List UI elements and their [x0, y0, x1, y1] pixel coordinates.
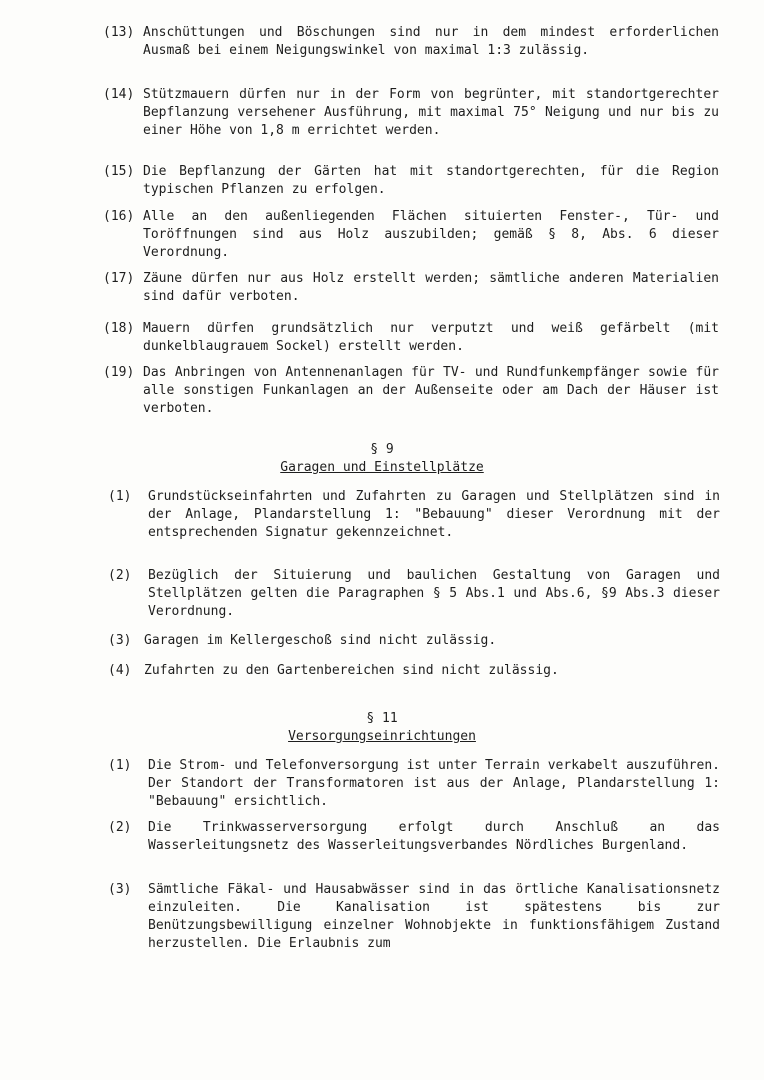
item-text: Die Strom- und Telefonversorgung ist unter Terrain verkabelt auszuführen. Der Standort der Transformatoren ist aus der Anlage, Plandarstellung 1: "Bebauung" ersichtlich. [148, 758, 720, 809]
section11-item-3 [108, 881, 720, 953]
item-text: Zufahrten zu den Gartenbereichen sind nicht zulässig. [144, 663, 559, 678]
item-text: Die Bepflanzung der Gärten hat mit standortgerechten, für die Region typischen Pflanzen zu erfolgen. [143, 164, 719, 197]
item-text: Anschüttungen und Böschungen sind nur in dem mindest erforderlichen Ausmaß bei einem Neigungswinkel von maximal 1:3 zulässig. [143, 25, 719, 58]
section11-item-1 [108, 757, 720, 811]
item-number: (15) [103, 164, 135, 179]
section-heading: Garagen und Einstellplätze [280, 460, 484, 475]
item-text: Alle an den außenliegenden Flächen situierten Fenster-, Tür- und Toröffnungen sind aus Holz auszubilden; gemäß § 8, Abs. 6 dieser Verordnung. [143, 209, 719, 260]
item-text: Zäune dürfen nur aus Holz erstellt werden; sämtliche anderen Materialien sind dafür verboten. [143, 271, 719, 304]
item-number: (1) [108, 758, 132, 773]
section-9-header [0, 441, 764, 477]
item-text: Die Trinkwasserversorgung erfolgt durch Anschluß an das Wasserleitungsnetz des Wasserleitungsverbandes Nördliches Burgenland. [148, 820, 720, 853]
item-number: (14) [103, 87, 135, 102]
section-heading: Versorgungseinrichtungen [288, 729, 476, 744]
section-11-header [0, 710, 764, 746]
item-text: Mauern dürfen grundsätzlich nur verputzt und weiß gefärbelt (mit dunkelblaugrauem Sockel) erstellt werden. [143, 321, 719, 354]
item-number: (18) [103, 321, 135, 336]
item-number: (13) [103, 25, 135, 40]
item-text: Stützmauern dürfen nur in der Form von begrünter, mit standortgerechter Bepflanzung versehener Ausführung, mit maximal 75° Neigung und nur bis zu einer Höhe von 1,8 m errichtet werden. [143, 87, 719, 138]
item-number: (19) [103, 365, 135, 380]
item-text: Garagen im Kellergeschoß sind nicht zulässig. [144, 633, 497, 648]
list-item-18 [103, 320, 719, 356]
section9-item-2 [108, 567, 720, 621]
item-number: (16) [103, 209, 135, 224]
list-item-17 [103, 270, 719, 306]
item-number: (3) [108, 882, 132, 897]
section9-item-1 [108, 488, 720, 542]
list-item-13 [103, 24, 719, 60]
paragraph-number: § 11 [366, 711, 398, 726]
item-number: (4) [108, 663, 132, 678]
item-number: (2) [108, 820, 132, 835]
item-number: (17) [103, 271, 135, 286]
paragraph-number: § 9 [370, 442, 394, 457]
section11-item-2 [108, 819, 720, 855]
list-item-19 [103, 364, 719, 418]
item-text: Sämtliche Fäkal- und Hausabwässer sind in das örtliche Kanalisationsnetz einzuleiten. Die Kanalisation ist spätestens bis zur Benützungsbewilligung einzelner Wohnobjekte in funktionsfähigem Zustand herzustellen. Die Erlaubnis zum [148, 882, 720, 951]
section9-item-3 [108, 632, 720, 650]
item-number: (1) [108, 489, 132, 504]
section9-item-4 [108, 662, 720, 680]
item-text: Grundstückseinfahrten und Zufahrten zu Garagen und Stellplätzen sind in der Anlage, Plandarstellung 1: "Bebauung" dieser Verordnung mit der entsprechenden Signatur gekennzeichnet. [148, 489, 720, 540]
item-text: Das Anbringen von Antennenanlagen für TV- und Rundfunkempfänger sowie für alle sonstigen Funkanlagen an der Außenseite oder am Dach der Häuser ist verboten. [143, 365, 719, 416]
item-text: Bezüglich der Situierung und baulichen Gestaltung von Garagen und Stellplätzen gelten die Paragraphen § 5 Abs.1 und Abs.6, §9 Abs.3 dieser Verordnung. [148, 568, 720, 619]
item-number: (3) [108, 633, 132, 648]
list-item-14 [103, 86, 719, 140]
item-number: (2) [108, 568, 132, 583]
list-item-16 [103, 208, 719, 262]
list-item-15 [103, 163, 719, 199]
